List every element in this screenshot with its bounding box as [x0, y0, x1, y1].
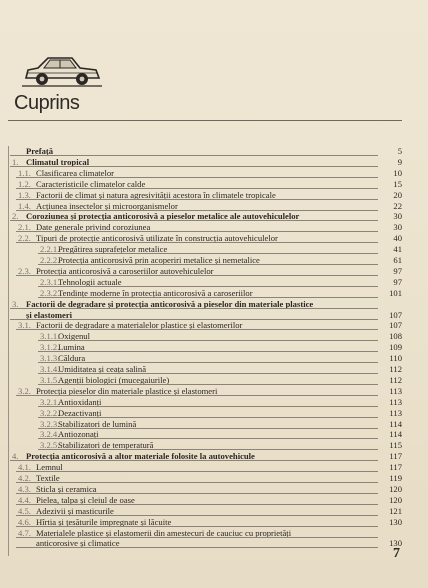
toc-entry-title: Prefață [26, 146, 54, 156]
toc-entry-title: Climatul tropical [26, 156, 90, 167]
toc-entry-number: 3.1.5. [40, 374, 60, 385]
toc-entry [0, 451, 428, 461]
toc-leader-rule [16, 471, 378, 472]
toc-entry-title: Protecția pieselor din materiale plastice și elastomeri [36, 385, 218, 396]
toc-entry-page: 97 [393, 265, 402, 276]
toc-entry-page: 40 [393, 233, 402, 244]
toc-leader-rule [38, 406, 378, 407]
toc-entry-number: 2.3.2. [40, 287, 60, 298]
toc-entry-number: 3.1.4. [40, 364, 60, 374]
toc-entry [0, 342, 428, 352]
toc-entry-title: Adezivii și masticurile [36, 505, 114, 516]
toc-leader-rule [38, 297, 378, 298]
toc-leader-rule [10, 319, 378, 320]
toc-entry [0, 462, 428, 472]
toc-entry-title: Dezactivanți [58, 407, 102, 418]
toc-entry-page: 117 [389, 451, 402, 462]
toc-leader-rule [16, 199, 378, 200]
toc-leader-rule [16, 515, 378, 516]
toc-leader-rule [16, 329, 378, 330]
toc-entry-number: 2.2. [18, 233, 31, 244]
toc-entry-page: 15 [393, 178, 402, 189]
toc-entry-title: Materialele plastice și elastomerii din amestecuri de cauciuc cu proprietăți [36, 527, 292, 538]
toc-entry-page: 41 [393, 244, 402, 255]
toc-entry-page: 101 [389, 287, 402, 298]
toc-entry [0, 484, 428, 494]
toc-entry-title: Protecția anticorosivă prin acoperiri metalice și nemetalice [58, 255, 260, 265]
toc-entry-title: Factorii de climat și natura agresivității acestora în climatele tropicale [36, 189, 276, 200]
toc-entry-number: 2.2.2. [40, 255, 60, 265]
toc-entry-page: 109 [389, 342, 402, 353]
toc-entry-title: Umiditatea și ceața salină [58, 364, 147, 374]
toc-entry-number: 2.1. [18, 222, 31, 233]
toc-entry [0, 473, 428, 483]
toc-entry-number: 3.2.5. [40, 440, 60, 451]
toc-entry-title: Date generale privind coroziunea [36, 222, 151, 233]
toc-entry [0, 277, 428, 287]
toc-entry [0, 353, 428, 363]
toc-entry [0, 168, 428, 178]
toc-leader-rule [10, 166, 378, 167]
toc-entry [0, 517, 428, 527]
toc-entry-title: Clasificarea climatelor [36, 167, 115, 178]
toc-entry-page: 10 [393, 167, 402, 178]
toc-entry-title: Acțiunea insectelor și microorganismelor [36, 200, 178, 211]
toc-entry-page: 113 [389, 396, 402, 407]
toc-entry-number: 1.1. [18, 167, 31, 178]
toc-entry-number: 2. [12, 211, 19, 222]
toc-entry-title: Pielea, talpa și cleiul de oase [36, 494, 135, 505]
toc-leader-rule [16, 482, 378, 483]
toc-leader-rule [16, 547, 378, 548]
toc-entry-title: Hîrtia și țesăturile impregnate și lăcuite [36, 516, 172, 527]
toc-leader-rule [10, 308, 378, 309]
toc-entry-number: 1.4. [18, 200, 31, 211]
toc-leader-rule [16, 188, 378, 189]
toc-entry [0, 440, 428, 450]
toc-entry-number: 3.1.1. [40, 331, 60, 342]
toc-entry-title: Lemnul [36, 462, 63, 473]
toc-leader-rule [38, 428, 378, 429]
toc-leader-rule [38, 438, 378, 439]
toc-entry [0, 429, 428, 439]
toc-leader-rule [38, 351, 378, 352]
toc-entry-page: 121 [389, 505, 402, 516]
toc-entry [0, 157, 428, 167]
toc-entry-number: 3.1.2. [40, 342, 60, 353]
toc-entry-number: 4.1. [18, 462, 31, 473]
toc-leader-rule [38, 373, 378, 374]
toc-entry-title: Tehnologii actuale [58, 276, 122, 287]
toc-entry-page: 97 [393, 276, 402, 287]
toc-entry-title: Protecția anticorosivă a caroseriilor autovehiculelor [36, 265, 214, 276]
toc-leader-rule [16, 210, 378, 211]
toc-entry-number: 4. [12, 451, 19, 462]
toc-entry-page: 113 [389, 385, 402, 396]
toc-entry-number: 4.3. [18, 483, 31, 494]
toc-entry [0, 233, 428, 243]
toc-entry [0, 190, 428, 200]
toc-entry-title: Pregătirea suprafețelor metalice [58, 244, 168, 255]
toc-entry [0, 538, 428, 548]
toc-entry-page: 5 [397, 146, 402, 156]
toc-entry-page: 108 [389, 331, 402, 342]
toc-entry [0, 244, 428, 254]
toc-entry-number: 2.3. [18, 265, 31, 276]
toc-entry-number: 1. [12, 156, 19, 167]
toc-entry-title: Textile [36, 473, 60, 483]
toc-entry-page: 112 [389, 374, 402, 385]
page-title: Cuprins [14, 92, 80, 114]
toc-entry [0, 364, 428, 374]
toc-entry-page: 20 [393, 189, 402, 200]
toc-entry [0, 222, 428, 232]
toc-entry [0, 408, 428, 418]
toc-entry-title: Antiozonați [58, 429, 99, 440]
toc-leader-rule [38, 417, 378, 418]
toc-entry [0, 506, 428, 516]
toc-entry [0, 299, 428, 309]
toc-entry-page: 30 [393, 222, 402, 233]
toc-entry-number: 2.2.1. [40, 244, 60, 255]
toc-leader-rule [38, 264, 378, 265]
toc-entry-number: 4.2. [18, 473, 31, 483]
toc-entry-number: 4.7. [18, 527, 31, 538]
toc-leader-rule [38, 253, 378, 254]
toc-entry-page: 30 [393, 211, 402, 222]
toc-leader-rule [10, 220, 378, 221]
toc-leader-rule [16, 395, 378, 396]
toc-entry-page: 114 [389, 429, 402, 440]
toc-entry-title: Protecția anticorosivă a altor materiale folosite la autovehicule [26, 451, 255, 462]
toc-entry-title: Coroziunea și protecția anticorosivă a pieselor metalice ale autovehiculelor [26, 211, 300, 222]
toc-entry-page: 120 [389, 483, 402, 494]
toc-entry [0, 331, 428, 341]
toc-leader-rule [16, 537, 378, 538]
toc-entry [0, 266, 428, 276]
toc-entry [0, 201, 428, 211]
toc-entry-page: 9 [397, 156, 402, 167]
toc-entry [0, 310, 428, 320]
toc-entry [0, 375, 428, 385]
toc-entry-page: 130 [389, 516, 402, 527]
toc-entry-title: Tendințe moderne în protecția anticorosivă a caroseriilor [58, 287, 253, 298]
toc-entry-number: 3.2.3. [40, 418, 60, 429]
toc-entry-number: 3.1. [18, 320, 31, 331]
toc-entry [0, 211, 428, 221]
toc-entry-number: 4.4. [18, 494, 31, 505]
toc-entry-page: 117 [389, 462, 402, 473]
toc-entry-page: 107 [389, 320, 402, 331]
toc-entry-title: Antioxidanți [58, 396, 102, 407]
toc-entry-page: 115 [389, 440, 402, 451]
toc-entry-number: 4.6. [18, 516, 31, 527]
toc-entry-number: 3.2. [18, 385, 31, 396]
toc-leader-rule [10, 155, 378, 156]
toc-entry-title: Stabilizatori de temperatură [58, 440, 154, 451]
toc-entry-title: Factorii de degradare a materialelor plastice și elastomerilor [36, 320, 243, 331]
toc-entry-page: 110 [389, 353, 402, 364]
toc-entry-title: Agenții biologici (mucegaiurile) [58, 374, 170, 385]
toc-leader-rule [16, 177, 378, 178]
toc-leader-rule [38, 384, 378, 385]
toc-entry-number: 3.1.3. [40, 353, 60, 364]
toc-entry-number: 1.3. [18, 189, 31, 200]
toc-entry [0, 528, 428, 538]
toc-entry-number: 3.2.2. [40, 407, 60, 418]
toc-leader-rule [10, 460, 378, 461]
toc-entry [0, 146, 428, 156]
toc-entry-page: 120 [389, 494, 402, 505]
toc-entry-page: 22 [393, 200, 402, 211]
toc-entry-page: 114 [389, 418, 402, 429]
toc-entry-page: 119 [389, 473, 402, 483]
toc-entry [0, 419, 428, 429]
toc-leader-rule [16, 231, 378, 232]
toc-entry [0, 320, 428, 330]
toc-entry-title: Lumina [58, 342, 85, 353]
toc-entry-title: anticorosive și climatice [36, 538, 120, 549]
toc-entry-title: Factorii de degradare și protecția anticorosivă a pieselor din materiale plastice [26, 298, 314, 309]
toc-leader-rule [16, 504, 378, 505]
toc-entry-page: 107 [389, 309, 402, 320]
toc-entry [0, 397, 428, 407]
toc-entry-page: 130 [389, 538, 402, 549]
toc-entry-title: Căldura [58, 353, 86, 364]
toc-entry-title: Caracteristicile climatelor calde [36, 178, 146, 189]
toc-entry-page: 112 [389, 364, 402, 374]
toc-entry-title: Tipuri de protecție anticorosivă utilizate în construcția autovehiculelor [36, 233, 278, 244]
toc-entry-page: 61 [393, 255, 402, 265]
toc-entry-number: 4.5. [18, 505, 31, 516]
toc-entry-title: Oxigenul [58, 331, 90, 342]
toc-entry-page: 113 [389, 407, 402, 418]
toc-leader-rule [16, 526, 378, 527]
page-number: 7 [393, 546, 400, 561]
toc-entry [0, 288, 428, 298]
toc-leader-rule [16, 242, 378, 243]
car-illustration [22, 48, 102, 90]
toc-leader-rule [16, 493, 378, 494]
toc-leader-rule [38, 362, 378, 363]
toc-entry-number: 1.2. [18, 178, 31, 189]
toc-leader-rule [38, 449, 378, 450]
toc-entry-number: 3. [12, 298, 19, 309]
toc-entry [0, 386, 428, 396]
toc-leader-rule [38, 286, 378, 287]
toc-entry-number: 2.3.1. [40, 276, 60, 287]
toc-entry-title: Sticla și ceramica [36, 483, 97, 494]
divider [8, 120, 402, 121]
toc-entry-title: și elastomeri [26, 309, 73, 320]
toc-entry-number: 3.2.1. [40, 396, 60, 407]
toc-entry-title: Stabilizatori de lumină [58, 418, 137, 429]
toc-leader-rule [38, 340, 378, 341]
toc-leader-rule [16, 275, 378, 276]
toc-entry [0, 179, 428, 189]
toc-entry-number: 3.2.4. [40, 429, 60, 440]
toc-entry [0, 255, 428, 265]
toc-entry [0, 495, 428, 505]
